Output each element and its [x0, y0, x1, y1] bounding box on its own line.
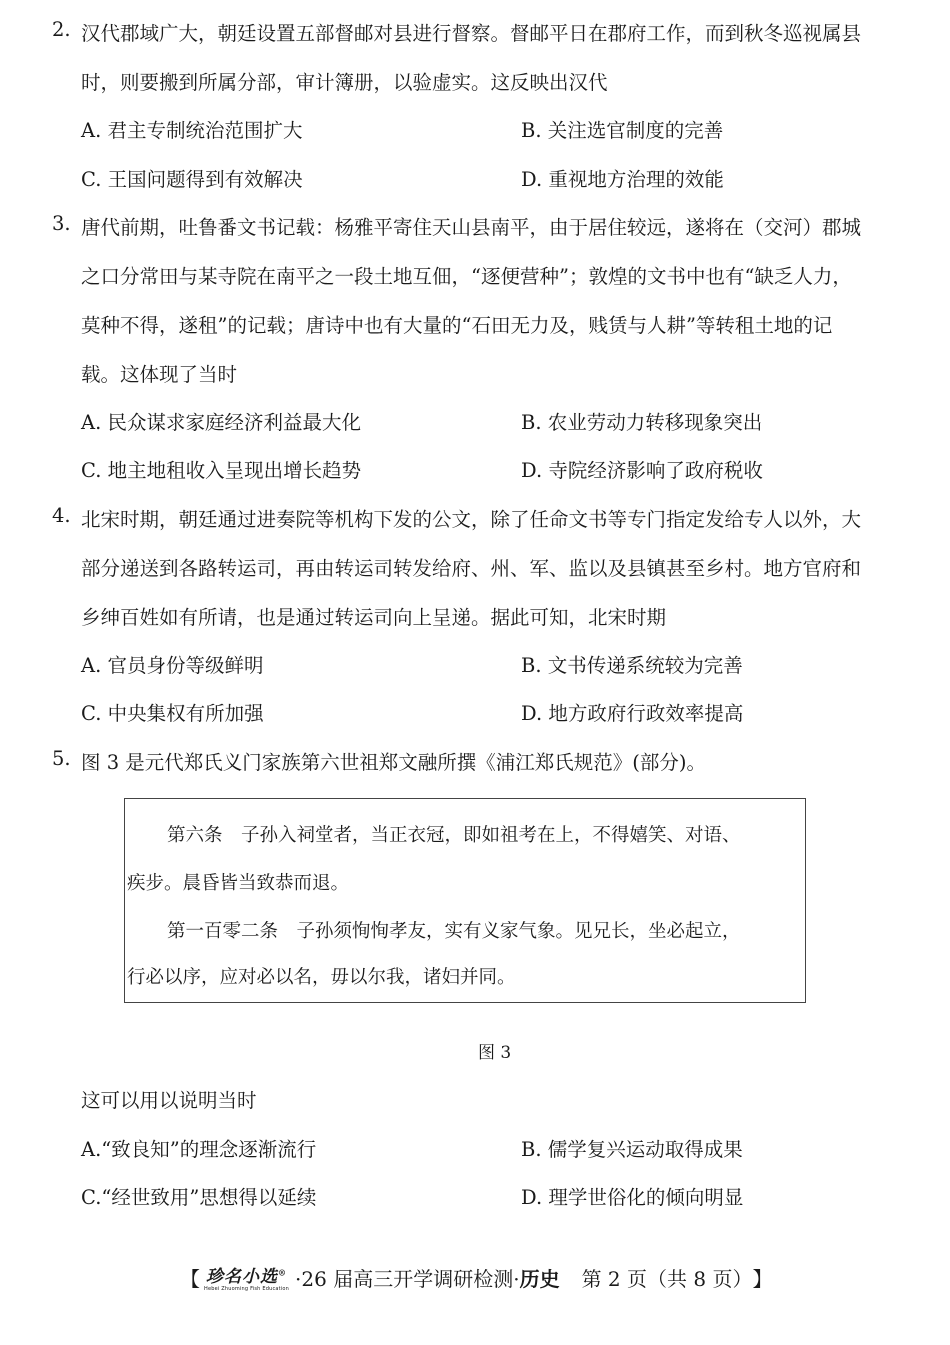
question-line: 载。这体现了当时	[81, 363, 238, 386]
option-d: D. 重视地方治理的效能	[521, 168, 724, 191]
option-a: A. 民众谋求家庭经济利益最大化	[81, 411, 361, 434]
question-stem: 这可以用以说明当时	[81, 1089, 257, 1112]
option-b: B. 儒学复兴运动取得成果	[521, 1138, 743, 1161]
quote-box	[124, 798, 806, 1003]
quote-line: 疾步。晨昏皆当致恭而退。	[127, 873, 350, 894]
footer-title: ·26 届高三开学调研检测·	[295, 1266, 520, 1291]
option-b: B. 文书传递系统较为完善	[521, 654, 743, 677]
logo-text: 珍名小选	[206, 1267, 279, 1287]
question-line: 时，则要搬到所属分部，审计簿册，以验虚实。这反映出汉代	[81, 71, 608, 94]
figure-caption: 图 3	[478, 1043, 512, 1063]
question-line: 之口分常田与某寺院在南平之一段土地互佃，“逐便营种”；敦煌的文书中也有“缺乏人力，	[81, 265, 852, 288]
option-b: B. 农业劳动力转移现象突出	[521, 411, 763, 434]
logo-subtitle: Hebei Zhuoming Fish Education	[204, 1286, 290, 1292]
registered-mark: ®	[278, 1267, 288, 1278]
option-c: C.“经世致用”思想得以延续	[81, 1186, 317, 1209]
quote-line: 行必以序，应对必以名，毋以尔我，诸妇并同。	[127, 967, 516, 988]
quote-line: 第一百零二条 子孙须恂恂孝友，实有义家气象。见兄长，坐必起立，	[167, 921, 741, 942]
question-number: 3.	[52, 212, 71, 235]
footer-page-number: 第 2 页（共 8 页）	[581, 1266, 753, 1291]
option-c: C. 地主地租收入呈现出增长趋势	[81, 459, 362, 482]
question-line: 莫种不得，遂租”的记载；唐诗中也有大量的“石田无力及，贱赁与人耕”等转租土地的记	[81, 314, 833, 337]
question-line: 汉代郡域广大，朝廷设置五部督邮对县进行督察。督邮平日在郡府工作，而到秋冬巡视属县	[81, 22, 862, 45]
quote-line: 第六条 子孙入祠堂者，当正衣冠，即如祖考在上，不得嬉笑、对语、	[167, 825, 741, 846]
option-a: A. 君主专制统治范围扩大	[81, 119, 303, 142]
option-d: D. 理学世俗化的倾向明显	[521, 1186, 744, 1209]
option-c: C. 中央集权有所加强	[81, 702, 264, 725]
option-a: A. 官员身份等级鲜明	[81, 654, 264, 677]
question-line: 唐代前期，吐鲁番文书记载：杨雅平寄住天山县南平，由于居住较远，遂将在（交河）郡城	[81, 216, 862, 239]
option-a: A.“致良知”的理念逐渐流行	[81, 1138, 317, 1161]
footer-bracket-close: 】	[752, 1266, 773, 1291]
option-c: C. 王国问题得到有效解决	[81, 168, 303, 191]
question-number: 4.	[52, 504, 71, 527]
option-d: D. 寺院经济影响了政府税收	[521, 459, 763, 482]
option-d: D. 地方政府行政效率提高	[521, 702, 744, 725]
question-line: 北宋时期，朝廷通过进奏院等机构下发的公文，除了任命文书等专门指定发给专人以外，大	[81, 508, 862, 531]
publisher-logo	[204, 1262, 289, 1292]
page-footer	[180, 1262, 772, 1292]
question-number: 2.	[52, 18, 71, 41]
footer-subject: 历史	[519, 1266, 560, 1291]
question-line: 图 3 是元代郑氏义门家族第六世祖郑文融所撰《浦江郑氏规范》(部分)。	[81, 751, 707, 774]
question-line: 乡绅百姓如有所请，也是通过转运司向上呈递。据此可知，北宋时期	[81, 606, 667, 629]
option-b: B. 关注选官制度的完善	[521, 119, 724, 142]
question-number: 5.	[52, 747, 71, 770]
question-line: 部分递送到各路转运司，再由转运司转发给府、州、军、监以及县镇甚至乡村。地方官府和	[81, 557, 862, 580]
footer-bracket-open: 【	[180, 1266, 200, 1291]
